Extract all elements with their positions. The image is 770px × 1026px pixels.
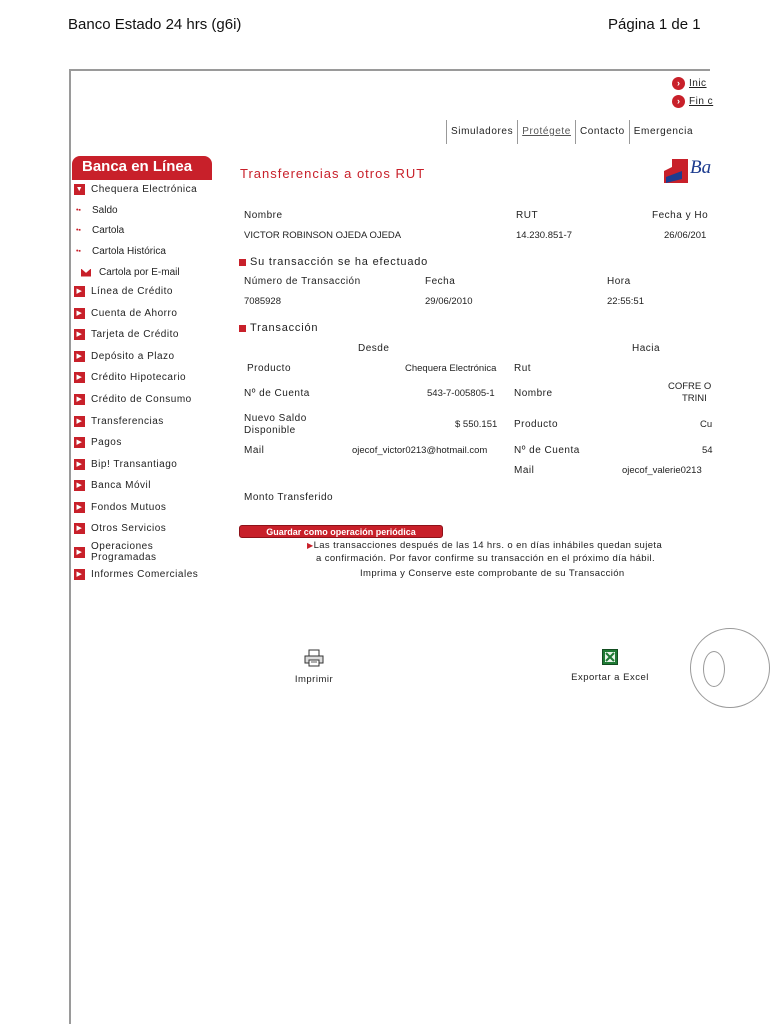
dest-mail-value: ojecof_valerie0213 <box>622 465 702 476</box>
arrow-right-icon: ▶ <box>74 308 85 319</box>
section-transaction-done <box>239 256 428 268</box>
arrow-right-icon: ▶ <box>74 547 85 558</box>
arrow-right-icon: ▶ <box>74 416 85 427</box>
from-header: Desde <box>358 343 390 354</box>
note-text: Las transacciones después de las 14 hrs. o en días inhábiles quedan sujeta <box>313 540 663 551</box>
sidebar-subitem-saldo[interactable] <box>76 205 118 216</box>
section-transaction <box>239 322 318 334</box>
banca-en-linea-logo: Banca en Línea <box>72 156 212 178</box>
sidebar-item-label: Depósito a Plazo <box>91 351 175 362</box>
dest-name-value: COFRE O <box>668 381 712 392</box>
dest-rut-label: Rut <box>514 363 532 374</box>
export-excel-button[interactable] <box>562 649 658 683</box>
to-header: Hacia <box>632 343 661 354</box>
sidebar-item-label: Cuenta de Ahorro <box>91 308 178 319</box>
balance-value: $ 550.151 <box>455 419 498 430</box>
client-name: VICTOR ROBINSON OJEDA OJEDA <box>244 230 402 241</box>
balance-label: Nuevo Saldo <box>244 413 307 424</box>
note-line-1 <box>307 540 662 551</box>
sidebar-item-label: Línea de Crédito <box>91 286 173 297</box>
nav-simuladores[interactable]: Simuladores <box>446 120 517 144</box>
sidebar-item-tarjeta-credito[interactable] <box>74 329 179 340</box>
sidebar-item-label: Operaciones Programadas <box>91 541 157 563</box>
client-name-header: Nombre <box>244 210 283 221</box>
save-periodic-button[interactable]: Guardar como operación periódica <box>239 525 443 538</box>
sidebar-item-pagos[interactable] <box>74 437 122 448</box>
bullet-icon: • ▪ <box>76 207 80 214</box>
arrow-right-icon: ▶ <box>74 502 85 513</box>
arrow-right-icon: ▶ <box>74 372 85 383</box>
client-date-header: Fecha y Ho <box>652 210 709 221</box>
section-title: Transacción <box>250 322 319 334</box>
sidebar-item-label: Chequera Electrónica <box>91 184 198 195</box>
sidebar-item-label: Tarjeta de Crédito <box>91 329 179 340</box>
top-link-label: Fin c <box>689 96 714 107</box>
sidebar-subitem-label: Cartola <box>92 225 125 236</box>
bank-logo <box>662 157 712 187</box>
sidebar-item-deposito-plazo[interactable] <box>74 351 175 362</box>
transaction-number: 7085928 <box>244 296 281 307</box>
print-title: Banco Estado 24 hrs (g6i) <box>68 16 242 33</box>
page-frame <box>69 69 714 1024</box>
top-link-label: Inic <box>689 78 707 89</box>
sidebar-item-cuenta-ahorro[interactable] <box>74 308 177 319</box>
sidebar-subitem-label: Cartola por E-mail <box>99 267 180 278</box>
dest-name-value-2: TRINI <box>682 393 707 404</box>
transaction-date-header: Fecha <box>425 276 456 287</box>
sidebar-item-label: Bip! Transantiago <box>91 459 178 470</box>
account-label: Nº de Cuenta <box>244 388 310 399</box>
sidebar-item-transferencias[interactable] <box>74 416 164 427</box>
sidebar-item-banca-movil[interactable] <box>74 480 151 491</box>
transaction-time-header: Hora <box>607 276 631 287</box>
top-nav <box>446 120 697 144</box>
sidebar-item-label: Pagos <box>91 437 122 448</box>
brand-divider <box>72 178 212 180</box>
dest-product-value: Cu <box>700 419 713 430</box>
sidebar-item-label: Crédito de Consumo <box>91 394 192 405</box>
arrow-right-icon: ▶ <box>74 394 85 405</box>
bank-logo-mark <box>662 157 692 185</box>
account-value: 543-7-005805-1 <box>427 388 495 399</box>
sidebar-item-label: Transferencias <box>91 416 164 427</box>
mail-value: ojecof_victor0213@hotmail.com <box>352 445 488 456</box>
dest-account-value: 54 <box>702 445 713 456</box>
arrow-right-icon: ▶ <box>307 541 314 550</box>
sidebar-item-bip-transantiago[interactable] <box>74 459 177 470</box>
arrow-right-icon: ▶ <box>74 351 85 362</box>
section-bullet-icon <box>239 259 246 266</box>
client-rut-header: RUT <box>516 210 539 221</box>
print-button[interactable] <box>284 649 344 685</box>
product-value: Chequera Electrónica <box>405 363 497 374</box>
amount-label: Monto Transferido <box>244 492 334 503</box>
balance-label-2: Disponible <box>244 425 296 436</box>
section-title: Su transacción se ha efectuado <box>250 256 429 268</box>
note-line-3: Imprima y Conserve este comprobante de su Transacción <box>360 568 625 579</box>
printer-icon <box>304 649 324 667</box>
arrow-right-icon: ▶ <box>74 286 85 297</box>
sidebar-item-credito-hipotecario[interactable] <box>74 372 186 383</box>
bullet-icon: • ▪ <box>76 227 80 234</box>
sidebar-subitem-cartola[interactable] <box>76 225 124 236</box>
sidebar-subitem-cartola-historica[interactable] <box>76 246 166 257</box>
sidebar-item-label: Informes Comerciales <box>91 569 199 580</box>
sidebar-subitem-label: Cartola Histórica <box>92 246 166 257</box>
seal-graphic <box>690 628 770 708</box>
dest-account-label: Nº de Cuenta <box>514 445 580 456</box>
top-link-fin[interactable] <box>672 95 713 108</box>
sidebar-subitem-cartola-email[interactable] <box>76 267 180 278</box>
arrow-right-icon: ▶ <box>74 569 85 580</box>
product-label: Producto <box>247 363 292 374</box>
transaction-number-header: Número de Transacción <box>244 276 361 287</box>
dest-product-label: Producto <box>514 419 559 430</box>
nav-contacto[interactable]: Contacto <box>575 120 629 144</box>
arrow-circle-icon: › <box>672 95 685 108</box>
note-line-2: a confirmación. Por favor confirme su transacción en el próximo día hábil. <box>316 553 656 564</box>
transaction-date: 29/06/2010 <box>425 296 473 307</box>
mail-label: Mail <box>244 445 265 456</box>
sidebar-item-operaciones-programadas[interactable] <box>74 541 194 563</box>
arrow-right-icon: ▶ <box>74 329 85 340</box>
sidebar-subitem-label: Saldo <box>92 205 118 216</box>
section-bullet-icon <box>239 325 246 332</box>
nav-protegete[interactable]: Protégete <box>517 120 575 144</box>
bank-logo-text: Ba <box>690 157 712 178</box>
sidebar-item-label: Banca Móvil <box>91 480 151 491</box>
arrow-right-icon: ▶ <box>74 523 85 534</box>
client-rut: 14.230.851-7 <box>516 230 572 241</box>
sidebar-item-fondos-mutuos[interactable] <box>74 502 166 513</box>
sidebar-item-linea-credito[interactable] <box>74 286 173 297</box>
dest-mail-label: Mail <box>514 465 535 476</box>
excel-label: Exportar a Excel <box>571 672 649 683</box>
transaction-time: 22:55:51 <box>607 296 644 307</box>
bullet-icon: • ▪ <box>76 248 80 255</box>
print-page-number: Página 1 de 1 <box>608 16 701 33</box>
page-title: Transferencias a otros RUT <box>240 166 426 181</box>
arrow-right-icon: ▶ <box>74 459 85 470</box>
top-link-inicio[interactable] <box>672 77 707 90</box>
sidebar-item-label: Crédito Hipotecario <box>91 372 187 383</box>
dest-name-label: Nombre <box>514 388 553 399</box>
chevron-down-icon: ▼ <box>75 186 84 193</box>
arrow-circle-icon: › <box>672 77 685 90</box>
nav-emergencia[interactable]: Emergencia <box>629 120 697 144</box>
sidebar-item-label: Otros Servicios <box>91 523 167 534</box>
sidebar-item-chequera[interactable] <box>74 184 197 195</box>
sidebar-item-otros-servicios[interactable] <box>74 523 166 534</box>
sidebar-item-label: Fondos Mutuos <box>91 502 167 513</box>
arrow-right-icon: ▶ <box>74 480 85 491</box>
mail-icon <box>81 269 91 277</box>
excel-icon <box>602 649 618 665</box>
print-label: Imprimir <box>294 674 334 685</box>
sidebar-item-credito-consumo[interactable] <box>74 394 192 405</box>
sidebar-item-informes-comerciales[interactable] <box>74 569 198 580</box>
client-date: 26/06/201 <box>664 230 707 241</box>
arrow-right-icon: ▶ <box>74 437 85 448</box>
